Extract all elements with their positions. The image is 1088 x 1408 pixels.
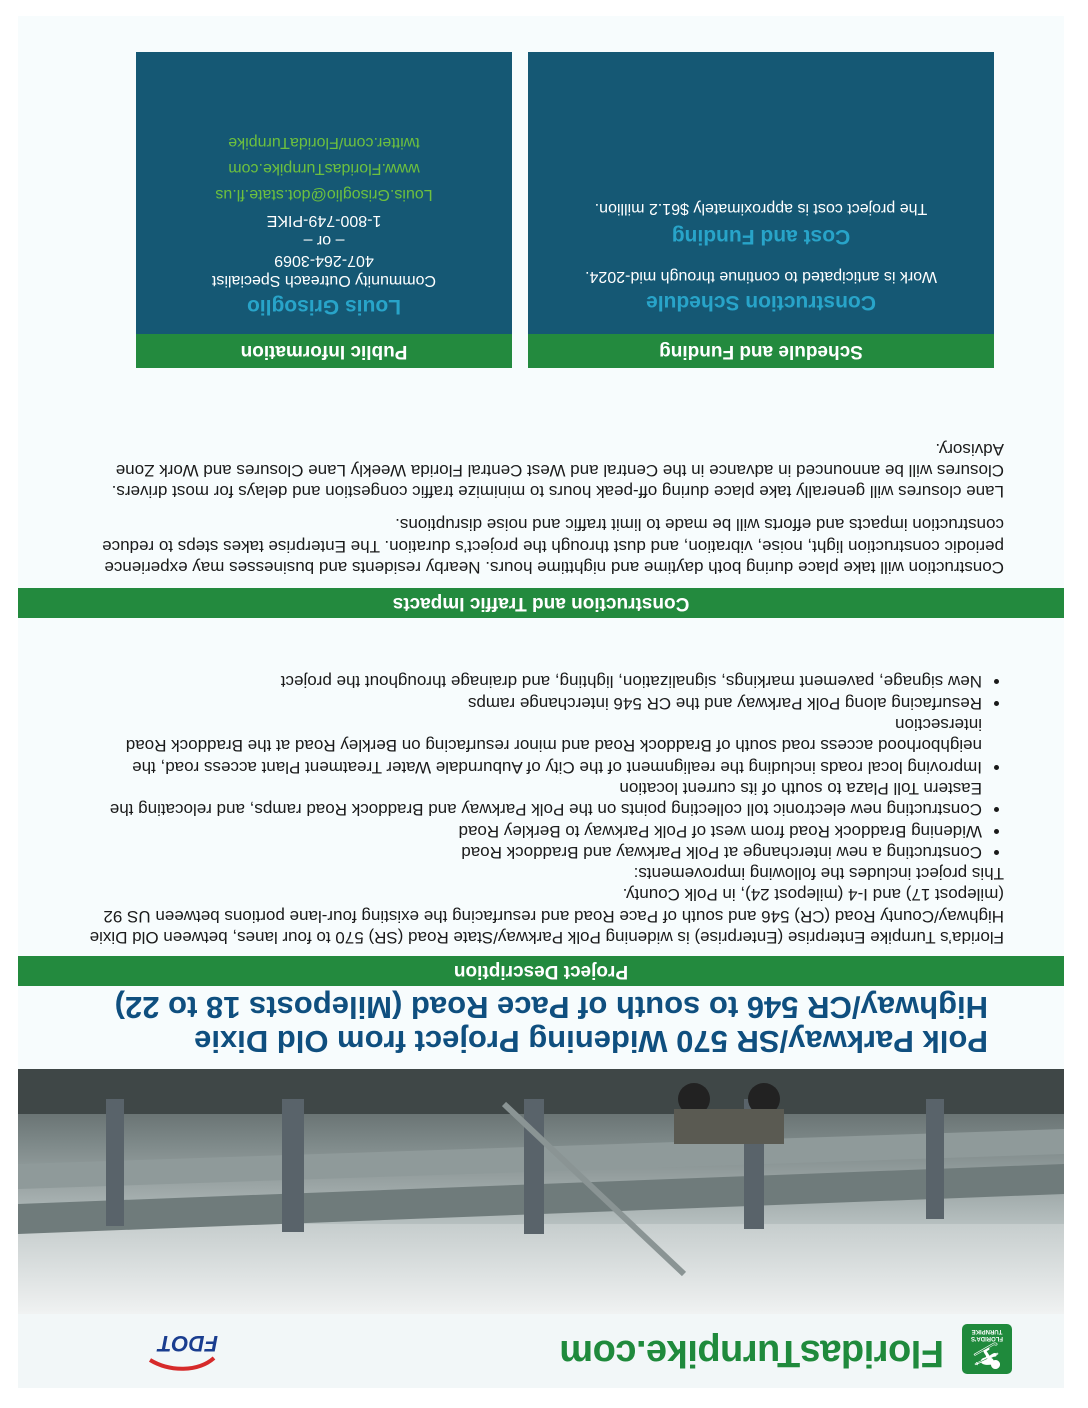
impacts-section	[74, 438, 1004, 578]
schedule-funding-header: Schedule and Funding	[528, 334, 994, 368]
contact-pike-phone: 1-800-749-PIKE	[266, 212, 382, 229]
contact-name: Louis Grisoglio	[247, 295, 402, 318]
project-description-header: Project Description	[18, 956, 1064, 986]
website-link[interactable]: www.FloridasTurnpike.com	[228, 160, 420, 177]
contact-role: Community Outreach Specialist	[211, 272, 437, 289]
fdot-logo	[146, 1328, 218, 1374]
improvements-list	[74, 671, 1004, 863]
improvements-lead: This project includes the following improvements:	[633, 864, 1004, 884]
hero-photo	[18, 1069, 1064, 1314]
floridas-turnpike-logo	[962, 1324, 1012, 1374]
contact-phone: 407-264-3069	[274, 252, 374, 269]
logo-text: FLORIDA'S TURNPIKE	[970, 1328, 1004, 1341]
header	[18, 1314, 1064, 1388]
page-title: Polk Parkway/SR 570 Widening Project from Old Dixie Highway/CR 546 to south of Pace Road (Mileposts 18 to 22)	[114, 990, 988, 1059]
impacts-paragraph-1: Construction will take place during both daytime and nighttime hours. Nearby residents and businesses may experience periodic construction light, noise, vibration, and dust through the project’s duration. The Enterprise takes steps to reduce construction impacts and efforts will be made to limit traffic and noise disruptions.	[102, 515, 1004, 577]
contact-email-link[interactable]: Louis.Grisoglio@dot.state.fl.us	[215, 186, 433, 203]
project-description	[74, 671, 1004, 948]
public-information-header: Public Information	[136, 334, 512, 368]
list-item: • Resurfacing along Polk Parkway and the CR 546 interchange ramps	[74, 692, 982, 713]
fact-sheet	[18, 16, 1064, 1388]
list-item: • Improving local roads including the realignment of the City of Auburndale Water Treatment Plant access road, the neighborhood access road south of Braddock Road and minor resurfacing on Berkley Road at the Braddock Road intersection	[74, 714, 982, 778]
public-information-panel	[136, 52, 512, 368]
impacts-header: Construction and Traffic Impacts	[18, 588, 1064, 618]
list-item: • New signage, pavement markings, signalization, lighting, and drainage throughout the project	[74, 671, 982, 692]
list-item: • Constructing new electronic toll collecting points on the Polk Parkway and Braddock Road ramps, and relocating the Eastern Toll Plaza to south of its current location	[74, 778, 982, 821]
cost-funding-title: Cost and Funding	[671, 225, 851, 248]
fdot-text: FDOT	[158, 1331, 218, 1356]
contact-or: – or –	[303, 232, 345, 249]
construction-schedule-text: Work is anticipated to continue through mid-2024.	[585, 268, 937, 285]
list-item: • Widening Braddock Road from west of Polk Parkway to Berkley Road	[74, 820, 982, 841]
twitter-link[interactable]: twitter.com/FloridaTurnpike	[228, 134, 420, 151]
fdot-swoosh-icon	[146, 1354, 218, 1374]
runner-icon: ⛷	[970, 1341, 1004, 1371]
cost-funding-text: The project cost is approximately $61.2 million.	[594, 200, 928, 217]
impacts-paragraph-2: Lane closures will generally take place during off-peak hours to minimize traffic congestion and delays for most drivers. Closures will be announced in advance in the Central and West Central Florida Weekly Lane Closures and Work Zone Advisory.	[111, 439, 1004, 502]
list-item: • Constructing a new interchange at Polk Parkway and Braddock Road	[74, 842, 982, 863]
construction-schedule-title: Construction Schedule	[646, 291, 876, 314]
site-url: FloridasTurnpike.com	[559, 1332, 944, 1374]
schedule-funding-panel	[528, 52, 994, 368]
intro-paragraph: Florida’s Turnpike Enterprise (Enterprise) is widening Polk Parkway/State Road (SR) 570 to four lanes, between Old Dixie Highway/County Road (CR) 546 and south of Pace Road and resurfacing the existing four-lane portions between US 92 (milepost 17) and I-4 (milepost 24), in Polk County.	[89, 885, 1004, 947]
highway-photo-illustration	[18, 1069, 1064, 1314]
